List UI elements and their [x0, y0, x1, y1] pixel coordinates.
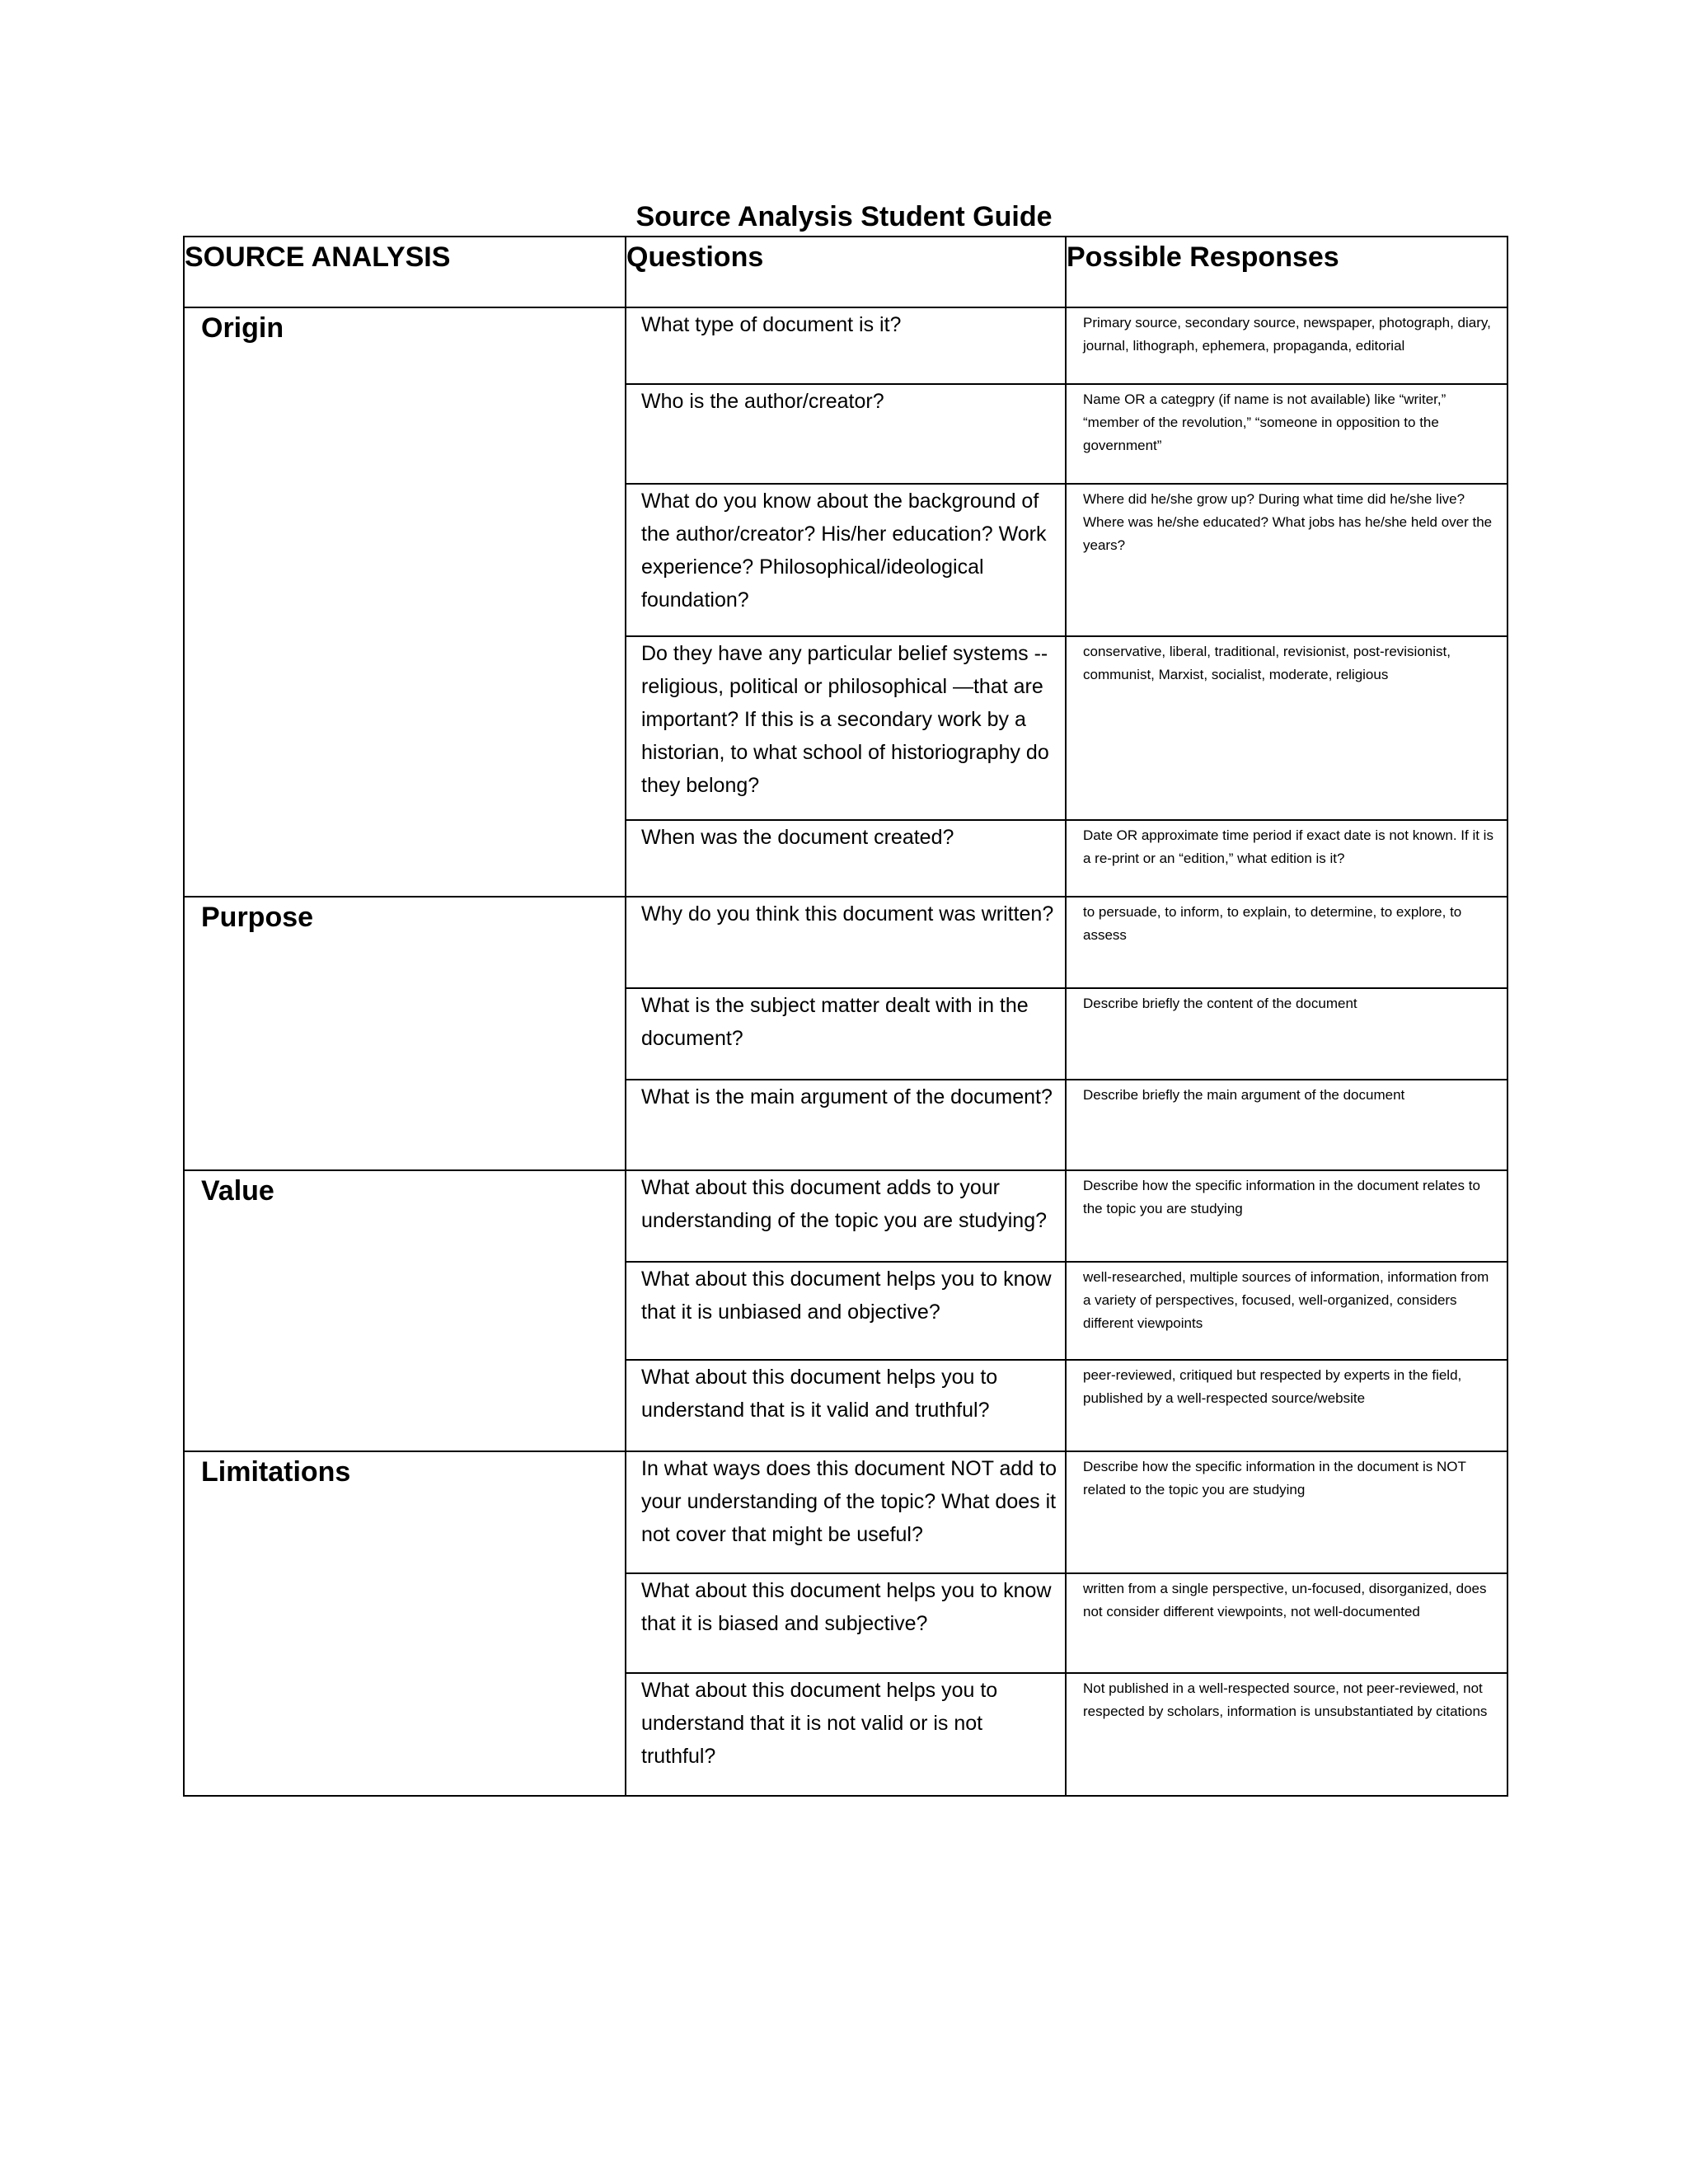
- question-cell: What about this document helps you to understand that it is not valid or is not truthful?: [626, 1673, 1066, 1796]
- question-cell: In what ways does this document NOT add to your understanding of the topic? What does it not cover that might be useful?: [626, 1451, 1066, 1573]
- question-cell: What is the main argument of the document?: [626, 1080, 1066, 1170]
- question-cell: When was the document created?: [626, 820, 1066, 897]
- question-cell: What is the subject matter dealt with in the document?: [626, 988, 1066, 1080]
- question-cell: Do they have any particular belief systems -- religious, political or philosophical —that are important? If this is a secondary work by a historian, to what school of historiography do they belong?: [626, 636, 1066, 820]
- response-cell: Name OR a categpry (if name is not available) like “writer,” “member of the revolution,” “someone in opposition to the government”: [1066, 384, 1507, 484]
- table-row: [184, 1451, 1507, 1573]
- category-limitations: Limitations: [184, 1451, 626, 1796]
- category-purpose: Purpose: [184, 897, 626, 1170]
- column-header-possible-responses: Possible Responses: [1066, 237, 1507, 307]
- question-cell: What about this document helps you to understand that is it valid and truthful?: [626, 1360, 1066, 1451]
- question-cell: Why do you think this document was written?: [626, 897, 1066, 988]
- column-header-source-analysis: SOURCE ANALYSIS: [184, 237, 626, 307]
- response-cell: Where did he/she grow up? During what time did he/she live? Where was he/she educated? What jobs has he/she held over the years?: [1066, 484, 1507, 636]
- table-row: [184, 897, 1507, 988]
- page-title: Source Analysis Student Guide: [635, 201, 1053, 232]
- response-cell: Describe how the specific information in the document is NOT related to the topic you are studying: [1066, 1451, 1507, 1573]
- table-row: [184, 307, 1507, 384]
- question-cell: What about this document helps you to know that it is unbiased and objective?: [626, 1262, 1066, 1360]
- header-row: [184, 237, 1507, 307]
- source-analysis-table: [183, 236, 1508, 1797]
- response-cell: Date OR approximate time period if exact date is not known. If it is a re-print or an “edition,” what edition is it?: [1066, 820, 1507, 897]
- question-cell: What type of document is it?: [626, 307, 1066, 384]
- response-cell: Not published in a well-respected source, not peer-reviewed, not respected by scholars, information is unsubstantiated by citations: [1066, 1673, 1507, 1796]
- table-row: [184, 1170, 1507, 1262]
- response-cell: Describe briefly the main argument of the document: [1066, 1080, 1507, 1170]
- response-cell: Describe how the specific information in the document relates to the topic you are studying: [1066, 1170, 1507, 1262]
- question-cell: What about this document helps you to know that it is biased and subjective?: [626, 1573, 1066, 1673]
- response-cell: Describe briefly the content of the document: [1066, 988, 1507, 1080]
- response-cell: Primary source, secondary source, newspaper, photograph, diary, journal, lithograph, ephemera, propaganda, editorial: [1066, 307, 1507, 384]
- response-cell: well-researched, multiple sources of information, information from a variety of perspectives, focused, well-organized, considers different viewpoints: [1066, 1262, 1507, 1360]
- response-cell: conservative, liberal, traditional, revisionist, post-revisionist, communist, Marxist, socialist, moderate, religious: [1066, 636, 1507, 820]
- response-cell: to persuade, to inform, to explain, to determine, to explore, to assess: [1066, 897, 1507, 988]
- response-cell: peer-reviewed, critiqued but respected by experts in the field, published by a well-respected source/website: [1066, 1360, 1507, 1451]
- response-cell: written from a single perspective, un-focused, disorganized, does not consider different viewpoints, not well-documented: [1066, 1573, 1507, 1673]
- question-cell: What about this document adds to your understanding of the topic you are studying?: [626, 1170, 1066, 1262]
- category-value: Value: [184, 1170, 626, 1451]
- question-cell: Who is the author/creator?: [626, 384, 1066, 484]
- category-origin: Origin: [184, 307, 626, 897]
- column-header-questions: Questions: [626, 237, 1066, 307]
- question-cell: What do you know about the background of the author/creator? His/her education? Work experience? Philosophical/ideological foundation?: [626, 484, 1066, 636]
